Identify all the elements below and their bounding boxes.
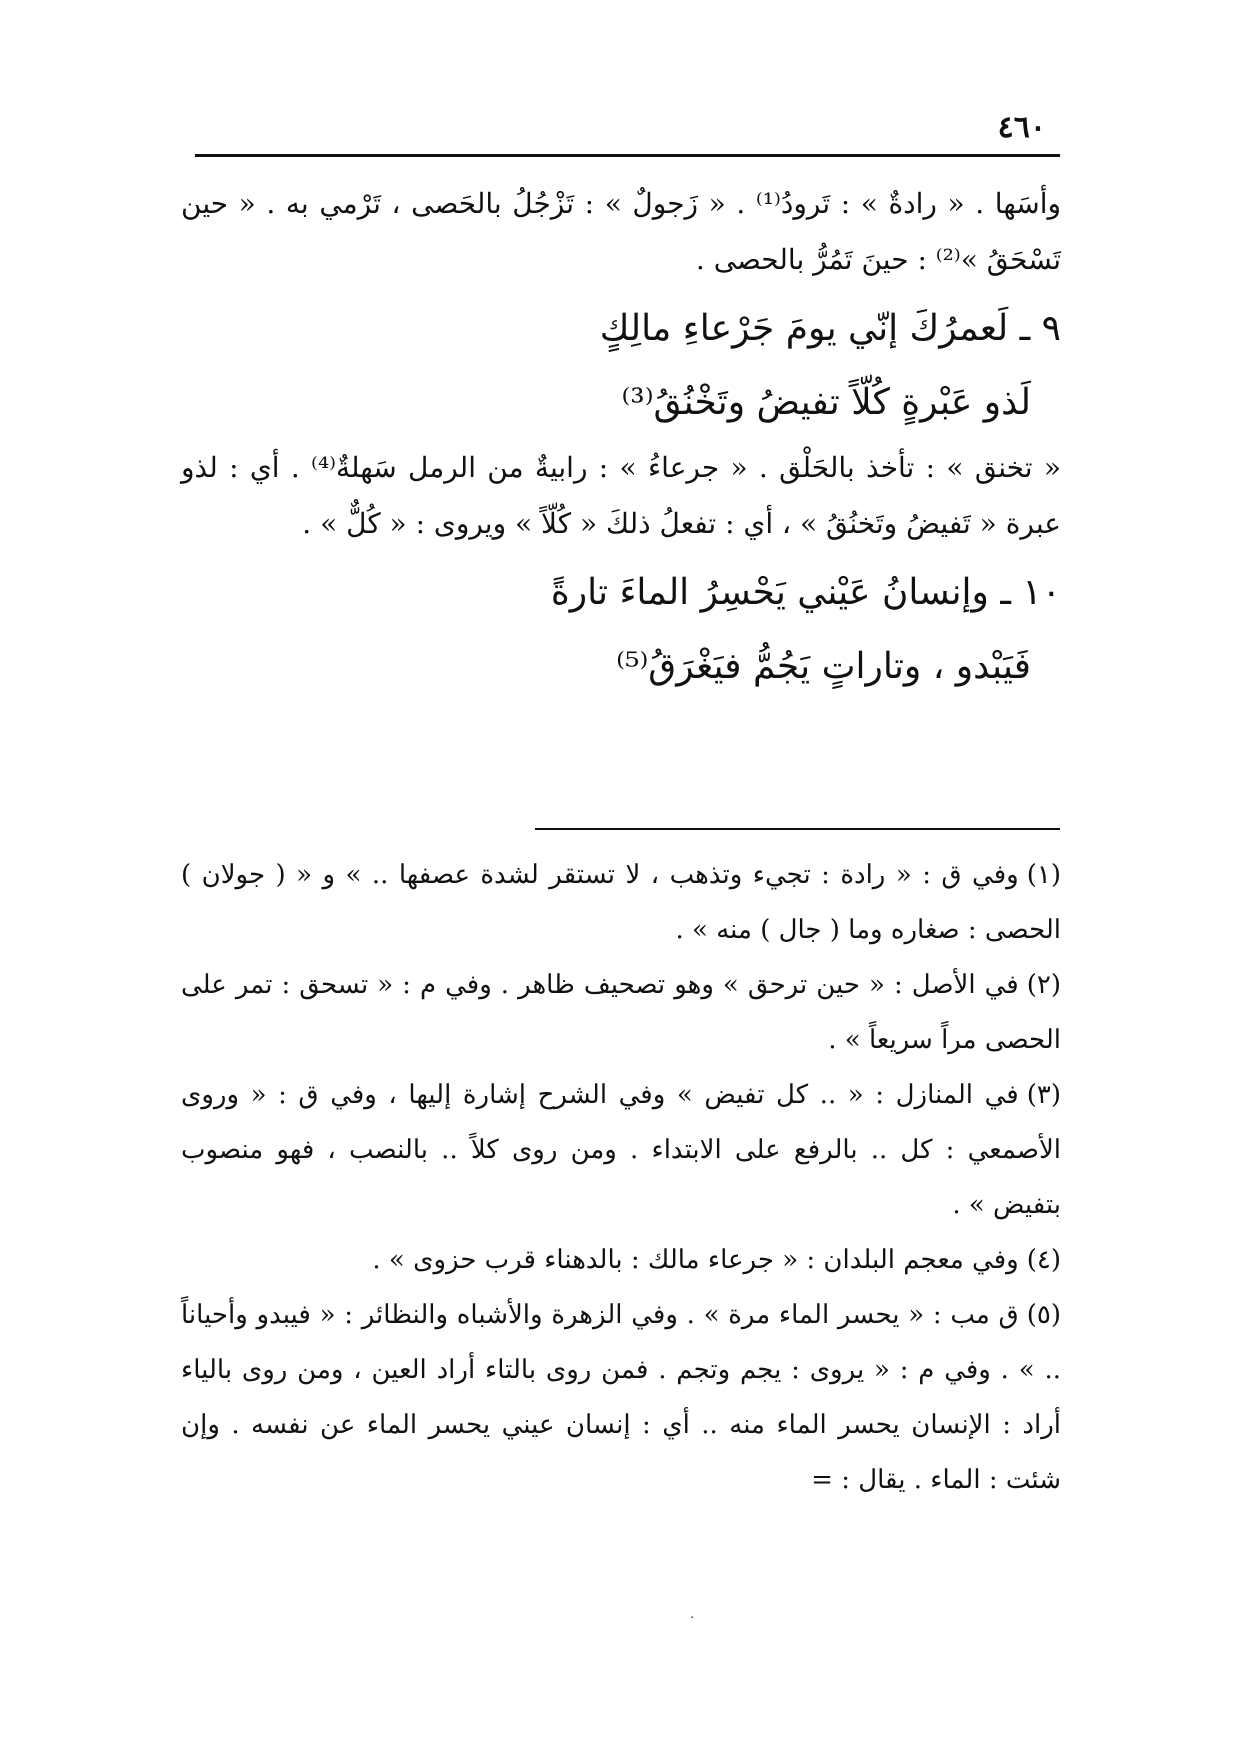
footnote-text: ق مب : « يحسر الماء مرة » . وفي الزهرة والأشباه والنظائر : « فيبدو وأحياناً .. » . وفي م : « يروى : يجم وتجم . فمن روى بالتاء أراد العين ، ومن روى بالياء أراد : الإنسان يحسر الماء منه .. أي : إنسان عيني يحسر الماء عن نفسه . وإن شئت : الماء . يقال : = xyxy=(181,1300,1061,1495)
footnote-text: وفي ق : « رادة : تجيء وتذهب ، لا تستقر لشدة عصفها .. » و « ( جولان ) الحصى : صغاره وما ( جال ) منه » . xyxy=(181,860,1061,945)
footnote-text: في المنازل : « .. كل تفيض » وفي الشرح إشارة إليها ، وفي ق : « وروى الأصمعي : كل .. بالرفع على الابتداء . ومن روى كلاً .. بالنصب ، فهو منصوب بتفيض » . xyxy=(181,1080,1061,1220)
commentary-paragraph-1: وأسَها . « رادةٌ » : تَرودُ⁽¹⁾ . « زَجولٌ » : تَزْجُلُ بالحَصى ، تَرْمي به . « حين تَسْحَقُ »⁽²⁾ : حينَ تَمُرُّ بالحصى . xyxy=(181,187,1061,276)
verse-9 xyxy=(181,292,1061,440)
footnote-3 xyxy=(181,1068,1061,1233)
footnote-number: (١) xyxy=(1026,860,1061,890)
footnote-number: (٣) xyxy=(1026,1080,1061,1110)
main-text xyxy=(181,176,1061,704)
footnote-text: وفي معجم البلدان : « جرعاء مالك : بالدهناء قرب حزوى » . xyxy=(372,1245,1019,1275)
scan-speck: · xyxy=(690,1610,695,1626)
footnote-separator xyxy=(535,828,1060,830)
verse-10-first-hemistich: ١٠ ـ وإنسانُ عَيْني يَحْسِرُ الماءَ تارةً xyxy=(550,572,1061,613)
footnote-5 xyxy=(181,1288,1061,1508)
verse-9-second-hemistich: لَذو عَبْرةٍ كُلّاً تفيضُ وتَخْنُقُ⁽³⁾ xyxy=(621,382,1031,423)
verse-9-first-hemistich: ٩ ـ لَعمرُكَ إنّي يومَ جَرْعاءِ مالِكٍ xyxy=(599,308,1061,349)
header-rule xyxy=(195,154,1060,157)
footnotes xyxy=(181,848,1061,1508)
footnote-2 xyxy=(181,958,1061,1068)
footnote-number: (٤) xyxy=(1026,1245,1061,1275)
page-number: ٤٦٠ xyxy=(997,110,1046,145)
footnote-number: (٢) xyxy=(1026,970,1061,1000)
footnote-number: (٥) xyxy=(1026,1300,1061,1330)
commentary-paragraph-2: « تخنق » : تأخذ بالحَلْق . « جرعاءُ » : رابيةٌ من الرمل سَهلةٌ⁽⁴⁾ . أي : لذو عبرة « تَفيضُ وتَخنُقُ » ، أي : تفعلُ ذلكَ « كُلّاً » ويروى : « كُلٌّ » . xyxy=(181,451,1061,540)
footnote-4 xyxy=(181,1233,1061,1288)
verse-10 xyxy=(181,556,1061,704)
footnote-text: في الأصل : « حين ترحق » وهو تصحيف ظاهر . وفي م : « تسحق : تمر على الحصى مراً سريعاً » . xyxy=(181,970,1061,1055)
footnote-1 xyxy=(181,848,1061,958)
verse-10-second-hemistich: فَيَبْدو ، وتاراتٍ يَجُمُّ فيَغْرَقُ⁽⁵⁾ xyxy=(616,646,1031,687)
